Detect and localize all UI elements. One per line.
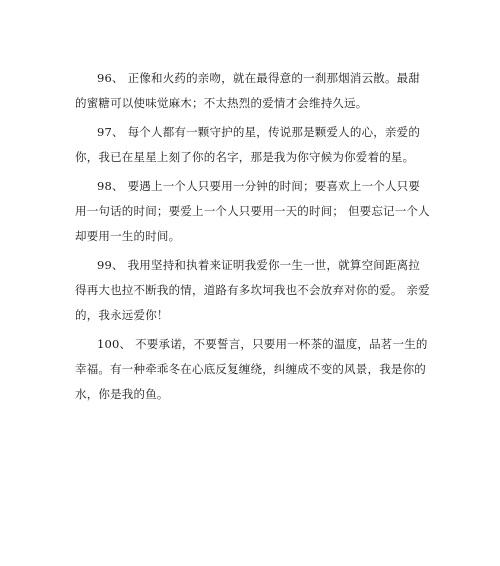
paragraph-line: 却要用一生的时间。	[75, 229, 181, 243]
paragraph-100	[75, 332, 428, 407]
paragraph-line: 98、 要遇上一个人只要用一分钟的时间；要喜欢上一个人只要	[97, 179, 421, 193]
paragraph-line: 幸福。有一种牵乖冬在心底反复缠绕，纠缠成不变的风景，我是你的	[75, 362, 426, 376]
paragraph-96	[75, 66, 421, 116]
paragraph-line: 得再大也拉不断我的情，道路有多坎坷我也不会放弃对你的爱。 亲爱	[75, 283, 430, 297]
paragraph-99	[75, 253, 430, 328]
paragraph-line: 用一句话的时间；要爱上一个人只要用一天的时间； 但要忘记一个人	[75, 204, 430, 218]
paragraph-line: 你，我已在星星上刻了你的名字，那是我为你守候为你爱着的星。	[75, 150, 415, 164]
paragraph-line: 97、 每个人都有一颗守护的星，传说那是颗爱人的心，亲爱的	[97, 125, 421, 139]
paragraph-line: 100、 不要承诺，不要誓言，只要用一杯茶的温度，品茗一生的	[97, 337, 428, 351]
paragraph-98	[75, 174, 430, 249]
paragraph-line: 水，你是我的鱼。	[75, 387, 169, 401]
document-body	[75, 66, 430, 411]
paragraph-line: 的，我永远爱你！	[75, 308, 169, 322]
paragraph-97	[75, 120, 421, 170]
paragraph-line: 96、 正像和火药的亲吻，就在最得意的一刹那烟消云散。最甜	[97, 71, 421, 85]
paragraph-line: 99、 我用坚持和执着来证明我爱你一生一世，就算空间距离拉	[97, 258, 421, 272]
paragraph-line: 的蜜糖可以使味觉麻木；不太热烈的爱情才会维持久远。	[75, 96, 368, 110]
